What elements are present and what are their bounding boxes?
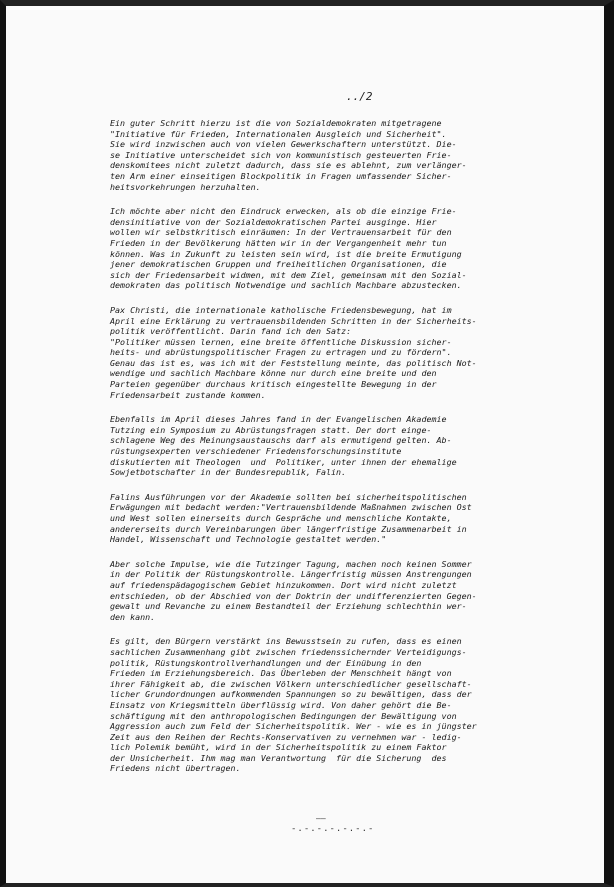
text-line: Erwägungen mit bedacht werden:"Vertrauensbildende Maßnahmen zwischen Ost bbox=[110, 502, 472, 513]
body-text bbox=[110, 118, 595, 788]
text-line: Frieden im Erziehungsbereich. Das Überleben der Menschheit hängt von bbox=[110, 668, 452, 679]
text-line: Zeit aus den Reihen der Rechts-Konservativen zu vernehmen war - ledig- bbox=[110, 731, 462, 742]
text-line: Aggression auch zum Feld der Sicherheitspolitik. Wer - wie es in jüngster bbox=[110, 721, 477, 732]
text-line: Tutzing ein Symposium zu Abrüstungsfragen statt. Der dort einge- bbox=[110, 424, 432, 435]
text-line: andererseits durch Vereinbarungen über längerfristige Zusammenarbeit in bbox=[110, 523, 467, 534]
text-line: Falins Ausführungen vor der Akademie sollten bei sicherheitspolitischen bbox=[110, 491, 467, 502]
text-line: schlagene Weg des Meinungsaustauschs darf als ermutigend gelten. Ab- bbox=[110, 435, 452, 446]
text-line: April eine Erklärung zu vertrauensbildenden Schritten in der Sicherheits- bbox=[110, 315, 477, 326]
text-line: Pax Christi, die internationale katholische Friedensbewegung, hat im bbox=[110, 304, 452, 315]
text-line: Parteien gegenüber durchaus kritisch eingestellte Bewegung in der bbox=[110, 379, 437, 390]
text-line: "Politiker müssen lernen, eine breite öffentliche Diskussion sicher- bbox=[110, 336, 452, 347]
text-line: in der Politik der Rüstungskontrolle. Längerfristig müssen Anstrengungen bbox=[110, 569, 472, 580]
text-line: Friedensarbeit zustande kommen. bbox=[110, 389, 266, 400]
text-line: auf friedenspädagogischem Gebiet hinzukommen. Dort wird nicht zuletzt bbox=[110, 579, 457, 590]
text-line: Handel, Wissenschaft und Technologie gestaltet werden." bbox=[110, 534, 387, 545]
text-line: licher Grundordnungen aufkommenden Spannungen so zu bewältigen, dass der bbox=[110, 689, 472, 700]
text-line: Ebenfalls im April dieses Jahres fand in der Evangelischen Akademie bbox=[110, 414, 447, 425]
text-line: denskomitees nicht zuletzt dadurch, dass sie es ablehnt, zum verlänger- bbox=[110, 160, 467, 171]
closing-mark: -.-.-.-.-.-.- bbox=[291, 824, 375, 834]
text-line: ten Arm einer einseitigen Blockpolitik in Fragen umfassender Sicher- bbox=[110, 170, 452, 181]
text-line: wollen wir selbstkritisch einräumen: In der Vertrauensarbeit für den bbox=[110, 227, 452, 238]
text-line: heitsvorkehrungen herzuhalten. bbox=[110, 181, 261, 192]
text-line: politik veröffentlicht. Darin fand ich den Satz: bbox=[110, 326, 352, 337]
text-line: Genau das ist es, was ich mit der Feststellung meinte, das politisch Not- bbox=[110, 357, 477, 368]
text-line: können. Was in Zukunft zu leisten sein wird, ist die breite Ermutigung bbox=[110, 248, 462, 259]
text-line: Aber solche Impulse, wie die Tutzinger Tagung, machen noch keinen Sommer bbox=[110, 558, 472, 569]
text-line: heits- und abrüstungspolitischer Fragen zu ertragen und zu fördern". bbox=[110, 347, 452, 358]
text-line: den kann. bbox=[110, 611, 156, 622]
text-line: sachlichen Zusammenhang gibt zwischen friedenssichernder Verteidigungs- bbox=[110, 646, 467, 657]
text-line: politik, Rüstungskontrollverhandlungen und der Einübung in den bbox=[110, 657, 422, 668]
text-line: Es gilt, den Bürgern verstärkt ins Bewusstsein zu rufen, dass es einen bbox=[110, 636, 462, 647]
text-line: "Initiative für Frieden, Internationalen Ausgleich und Sicherheit". bbox=[110, 128, 447, 139]
text-line: Ich möchte aber nicht den Eindruck erwecken, als ob die einzige Frie- bbox=[110, 206, 457, 217]
text-line: entschieden, ob der Abschied von der Doktrin der undifferenzierten Gegen- bbox=[110, 590, 477, 601]
text-line: ihrer Fähigkeit ab, die zwischen Völkern unterschiedlicher gesellschaft- bbox=[110, 678, 472, 689]
paragraph bbox=[110, 305, 595, 400]
text-line: Sie wird inzwischen auch von vielen Gewerkschaftern unterstützt. Die- bbox=[110, 139, 457, 150]
text-line: der Unsicherheit. Ihm mag man Verantwortung für die Sicherung des bbox=[110, 752, 447, 763]
text-line: demokraten das politisch Notwendige und sachlich Machbare abzustecken. bbox=[110, 280, 462, 291]
paragraph bbox=[110, 492, 595, 545]
paragraph bbox=[110, 206, 595, 291]
text-line: Sowjetbotschafter in der Bundesrepublik, Falin. bbox=[110, 467, 347, 478]
text-line: wendige und sachlich Machbare könne nur durch eine breite und den bbox=[110, 368, 437, 379]
page-number: ../2 bbox=[346, 90, 373, 103]
text-line: gewalt und Revanche zu einem Bestandteil der Erziehung schlechthin wer- bbox=[110, 601, 467, 612]
text-line: Frieden in der Bevölkerung hätten wir in der Vergangenheit mehr tun bbox=[110, 237, 447, 248]
paragraph bbox=[110, 118, 595, 192]
paragraph bbox=[110, 559, 595, 623]
text-line: Einsatz von Kriegsmitteln überflüssig wird. Von daher gehört die Be- bbox=[110, 699, 452, 710]
text-line: diskutierten mit Theologen und Politiker, unter ihnen der ehemalige bbox=[110, 456, 457, 467]
text-line: schäftigung mit den anthropologischen Bedingungen der Bewältigung von bbox=[110, 710, 457, 721]
paragraph bbox=[110, 414, 595, 478]
text-line: Friedens nicht übertragen. bbox=[110, 763, 241, 774]
text-line: und West sollen einerseits durch Gespräche und menschliche Kontakte, bbox=[110, 513, 452, 523]
text-line: se Initiative unterscheidet sich von kommunistisch gesteuerten Frie- bbox=[110, 149, 452, 160]
closing-rule: —— bbox=[316, 814, 326, 823]
text-line: sich der Friedensarbeit widmen, mit dem Ziel, gemeinsam mit den Sozial- bbox=[110, 269, 467, 280]
text-line: jener demokratischen Gruppen und freiheitlichen Organisationen, die bbox=[110, 259, 447, 270]
text-line: rüstungsexperten verschiedener Friedensforschungsinstitute bbox=[110, 446, 402, 457]
text-line: densinitiative von der Sozialdemokratischen Partei ausginge. Hier bbox=[110, 216, 437, 227]
text-line: Ein guter Schritt hierzu ist die von Sozialdemokraten mitgetragene bbox=[110, 118, 442, 128]
text-line: lich Polemik bemüht, wird in der Sicherheitspolitik zu einem Faktor bbox=[110, 742, 447, 753]
paragraph bbox=[110, 636, 595, 774]
